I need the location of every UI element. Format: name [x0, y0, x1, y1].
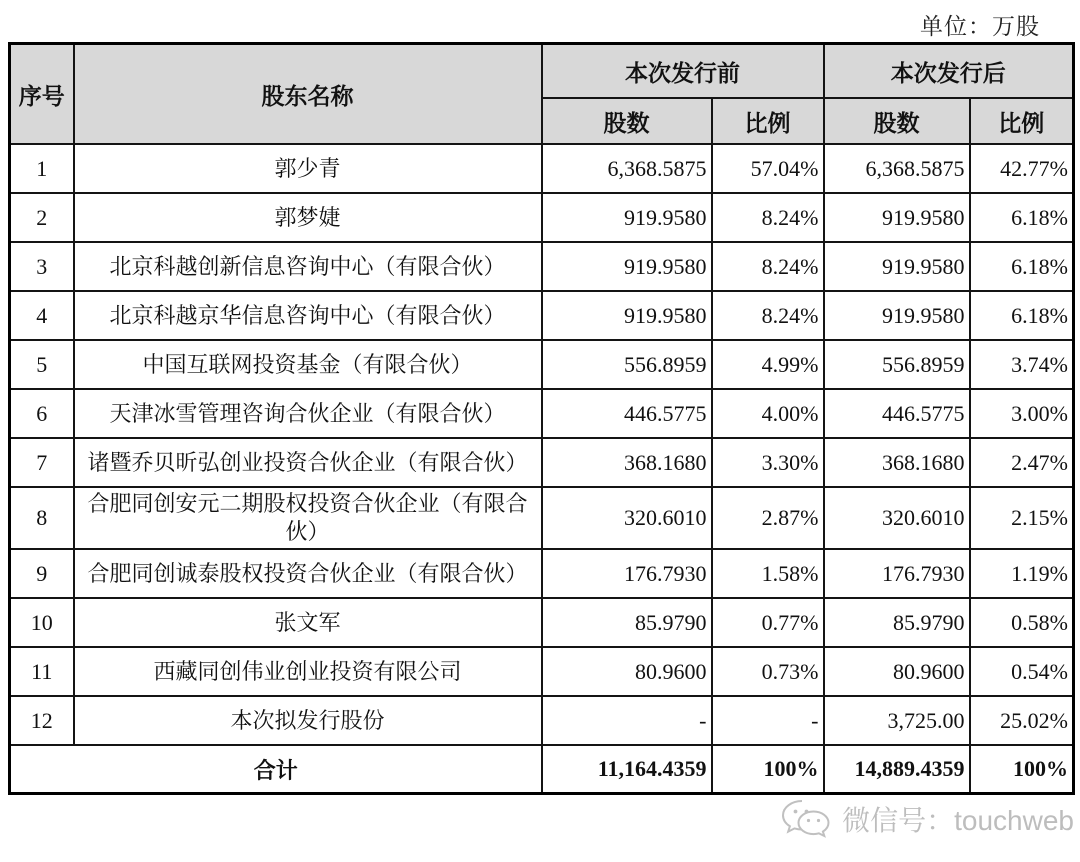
cell-after-ratio: 6.18%	[970, 242, 1074, 291]
unit-label: 单位：万股	[920, 14, 1040, 39]
cell-before-shares: 556.8959	[542, 340, 712, 389]
cell-before-shares: 320.6010	[542, 487, 712, 549]
cell-after-ratio: 6.18%	[970, 291, 1074, 340]
table-row	[10, 389, 1074, 438]
cell-after-shares: 6,368.5875	[824, 144, 970, 193]
cell-shareholder-name: 天津冰雪管理咨询合伙企业（有限合伙）	[74, 389, 542, 438]
cell-total-label: 合计	[10, 745, 542, 794]
cell-after-ratio: 2.47%	[970, 438, 1074, 487]
cell-no: 2	[10, 193, 74, 242]
cell-shareholder-name: 郭梦婕	[74, 193, 542, 242]
table-row	[10, 340, 1074, 389]
cell-after-ratio: 2.15%	[970, 487, 1074, 549]
header-ratio-after: 比例	[970, 98, 1074, 144]
cell-before-shares: 6,368.5875	[542, 144, 712, 193]
table-row	[10, 549, 1074, 598]
cell-after-ratio: 1.19%	[970, 549, 1074, 598]
cell-shareholder-name: 郭少青	[74, 144, 542, 193]
cell-before-ratio: 4.00%	[712, 389, 824, 438]
cell-after-shares: 320.6010	[824, 487, 970, 549]
header-ratio-before: 比例	[712, 98, 824, 144]
cell-before-shares: 919.9580	[542, 291, 712, 340]
header-col-no: 序号	[10, 44, 74, 145]
cell-before-shares: 176.7930	[542, 549, 712, 598]
cell-after-ratio: 0.58%	[970, 598, 1074, 647]
header-group-row	[10, 44, 1074, 99]
cell-before-shares: 80.9600	[542, 647, 712, 696]
table-total-row	[10, 745, 1074, 794]
cell-shareholder-name: 本次拟发行股份	[74, 696, 542, 745]
cell-after-shares: 446.5775	[824, 389, 970, 438]
cell-no: 9	[10, 549, 74, 598]
table-row	[10, 438, 1074, 487]
table-row	[10, 144, 1074, 193]
wechat-icon	[780, 797, 836, 841]
cell-after-shares: 80.9600	[824, 647, 970, 696]
cell-no: 7	[10, 438, 74, 487]
header-col-name: 股东名称	[74, 44, 542, 145]
cell-before-ratio: 0.73%	[712, 647, 824, 696]
cell-after-shares: 919.9580	[824, 291, 970, 340]
cell-shareholder-name: 合肥同创诚泰股权投资合伙企业（有限合伙）	[74, 549, 542, 598]
cell-before-ratio: 8.24%	[712, 291, 824, 340]
table-row	[10, 291, 1074, 340]
cell-before-ratio: 3.30%	[712, 438, 824, 487]
table-row	[10, 598, 1074, 647]
cell-shareholder-name: 诸暨乔贝昕弘创业投资合伙企业（有限合伙）	[74, 438, 542, 487]
cell-shareholder-name: 张文军	[74, 598, 542, 647]
header-shares-before: 股数	[542, 98, 712, 144]
cell-after-shares: 919.9580	[824, 242, 970, 291]
cell-after-ratio: 6.18%	[970, 193, 1074, 242]
cell-after-ratio: 3.74%	[970, 340, 1074, 389]
cell-total-before-ratio: 100%	[712, 745, 824, 794]
table-row	[10, 193, 1074, 242]
cell-after-ratio: 3.00%	[970, 389, 1074, 438]
cell-shareholder-name: 合肥同创安元二期股权投资合伙企业（有限合伙）	[74, 487, 542, 549]
cell-before-ratio: 0.77%	[712, 598, 824, 647]
cell-after-shares: 368.1680	[824, 438, 970, 487]
cell-before-shares: 368.1680	[542, 438, 712, 487]
cell-total-after-shares: 14,889.4359	[824, 745, 970, 794]
table-row	[10, 696, 1074, 745]
table-row	[10, 242, 1074, 291]
table-row	[10, 647, 1074, 696]
cell-no: 3	[10, 242, 74, 291]
cell-after-shares: 919.9580	[824, 193, 970, 242]
cell-after-shares: 3,725.00	[824, 696, 970, 745]
cell-before-shares: 919.9580	[542, 242, 712, 291]
cell-no: 1	[10, 144, 74, 193]
cell-no: 11	[10, 647, 74, 696]
cell-no: 8	[10, 487, 74, 549]
wechat-watermark	[780, 797, 1074, 841]
table-row	[10, 487, 1074, 549]
cell-before-ratio: 4.99%	[712, 340, 824, 389]
cell-after-ratio: 42.77%	[970, 144, 1074, 193]
cell-before-ratio: -	[712, 696, 824, 745]
cell-after-ratio: 25.02%	[970, 696, 1074, 745]
cell-before-shares: -	[542, 696, 712, 745]
cell-no: 4	[10, 291, 74, 340]
cell-before-shares: 85.9790	[542, 598, 712, 647]
cell-before-ratio: 8.24%	[712, 242, 824, 291]
cell-before-ratio: 8.24%	[712, 193, 824, 242]
cell-shareholder-name: 北京科越京华信息咨询中心（有限合伙）	[74, 291, 542, 340]
cell-before-ratio: 1.58%	[712, 549, 824, 598]
cell-after-shares: 176.7930	[824, 549, 970, 598]
header-group-before: 本次发行前	[542, 44, 824, 99]
cell-shareholder-name: 北京科越创新信息咨询中心（有限合伙）	[74, 242, 542, 291]
cell-after-shares: 85.9790	[824, 598, 970, 647]
cell-before-ratio: 2.87%	[712, 487, 824, 549]
cell-no: 12	[10, 696, 74, 745]
cell-after-ratio: 0.54%	[970, 647, 1074, 696]
cell-total-after-ratio: 100%	[970, 745, 1074, 794]
cell-total-before-shares: 11,164.4359	[542, 745, 712, 794]
cell-before-shares: 919.9580	[542, 193, 712, 242]
header-shares-after: 股数	[824, 98, 970, 144]
cell-shareholder-name: 西藏同创伟业创业投资有限公司	[74, 647, 542, 696]
cell-shareholder-name: 中国互联网投资基金（有限合伙）	[74, 340, 542, 389]
wechat-id-label: 微信号：touchweb	[842, 805, 1074, 836]
cell-no: 10	[10, 598, 74, 647]
cell-no: 5	[10, 340, 74, 389]
cell-before-ratio: 57.04%	[712, 144, 824, 193]
cell-before-shares: 446.5775	[542, 389, 712, 438]
header-group-after: 本次发行后	[824, 44, 1074, 99]
shareholders-table	[8, 42, 1075, 795]
cell-after-shares: 556.8959	[824, 340, 970, 389]
cell-no: 6	[10, 389, 74, 438]
